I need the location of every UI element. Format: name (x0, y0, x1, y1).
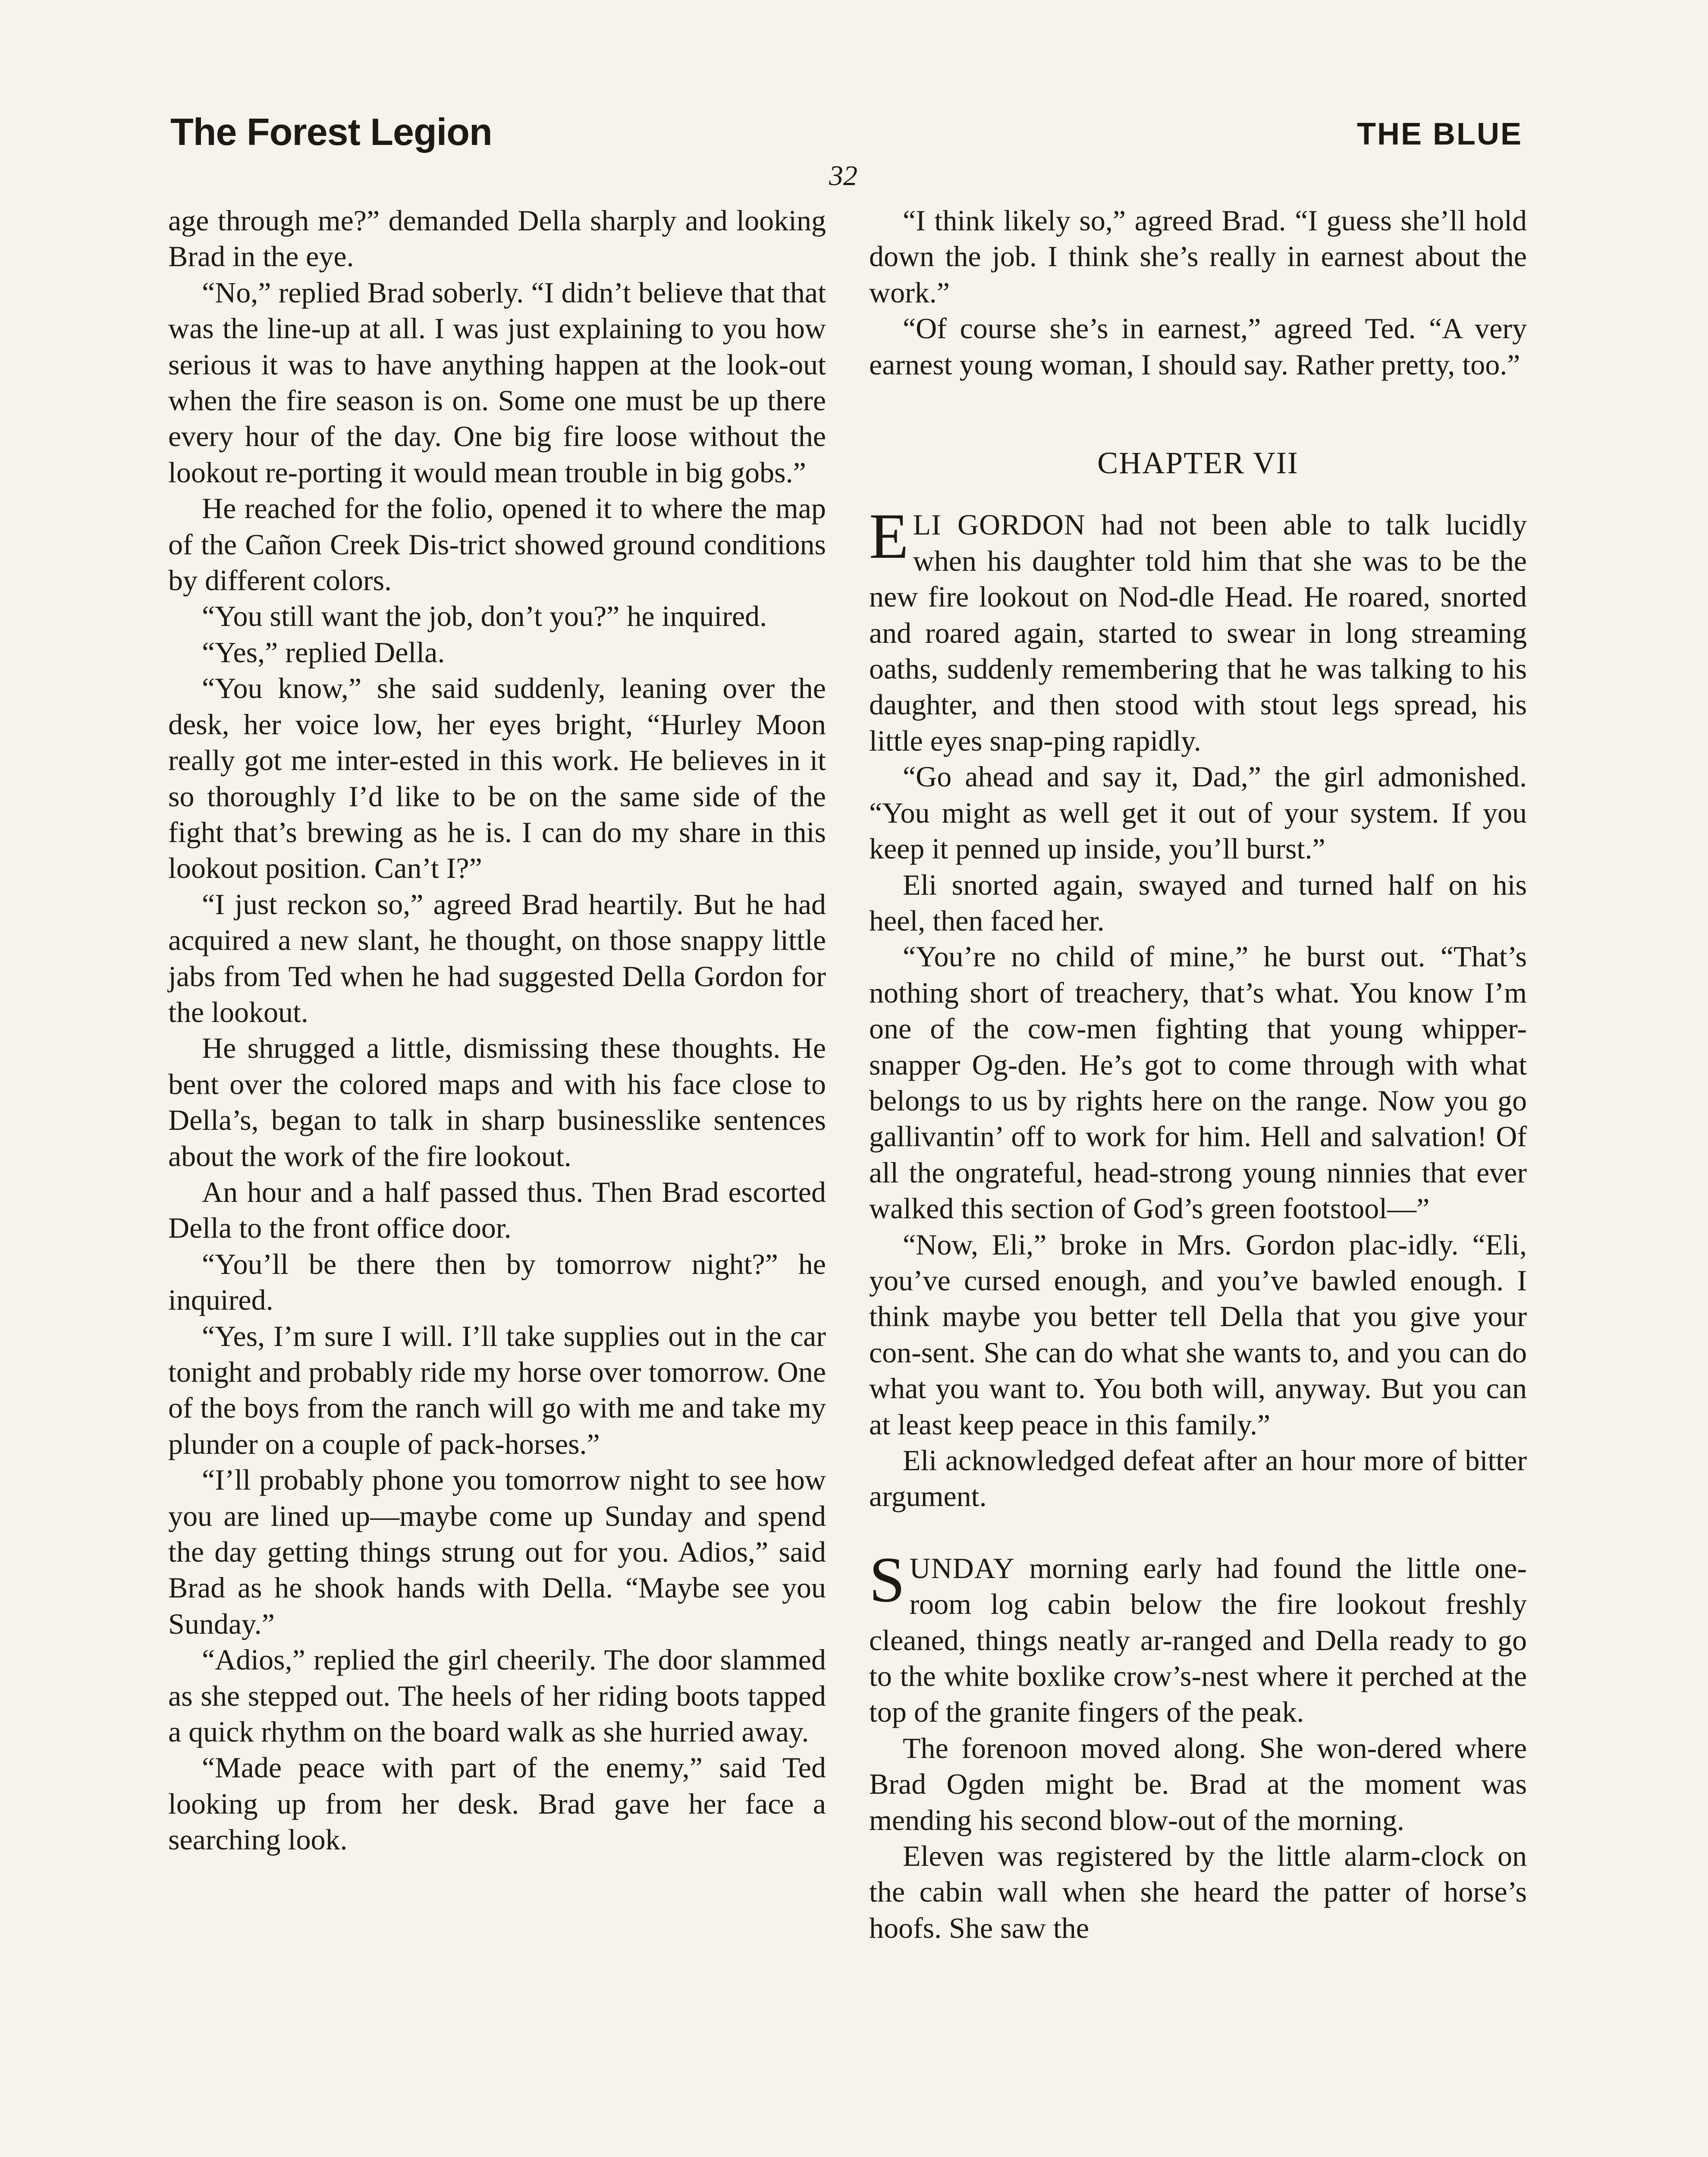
paragraph: “I think likely so,” agreed Brad. “I guess she’ll hold down the job. I think she’s really in earnest about the work.” (869, 204, 1527, 309)
opening-text: morning early had found the little one-room log cabin below the fire lookout freshly cleaned, things neatly ar-ranged and Della ready to go to the white boxlike crow’s-nest where it perched at the top of the granite fingers of the peak. (869, 1551, 1527, 1729)
paragraph: Eli acknowledged defeat after an hour more of bitter argument. (869, 1444, 1527, 1513)
opening-text: had not been able to talk lucidly when his daughter told him that she was to be the new fire lookout on Nod-dle Head. He roared, snorted and roared again, started to swear in long streaming oaths, suddenly remembering that he was talking to his daughter, and then stood with stout legs spread, his little eyes snap-ping rapidly. (869, 508, 1527, 757)
paragraph: “No,” replied Brad soberly. “I didn’t believe that that was the line-up at all. I was just explaining to you how serious it was to have anything happen at the look-out when the fire season is on. Some one must be up there every hour of the day. One big fire loose without the lookout re-porting it would mean trouble in big gobs.” (168, 276, 826, 489)
paragraph: “You’re no child of mine,” he burst out. “That’s nothing short of treachery, that’s what. You know I’m one of the cow-men fighting that young whipper-snapper Og-den. He’s got to come through with what belongs to us by rights here on the range. Now you go gallivantin’ off to work for him. Hell and salvation! Of all the ongrateful, head-strong young ninnies that ever walked this section of God’s green footstool—” (869, 940, 1527, 1225)
paragraph: Eli snorted again, swayed and turned half on his heel, then faced her. (869, 868, 1527, 937)
drop-cap: S (869, 1544, 905, 1616)
paragraph: An hour and a half passed thus. Then Brad escorted Della to the front office door. (168, 1175, 826, 1245)
paragraph: age through me?” demanded Della sharply and looking Brad in the eye. (168, 204, 826, 273)
right-column (869, 203, 1527, 1946)
page-number: 32 (829, 160, 857, 192)
story-title: The Forest Legion (170, 110, 492, 153)
magazine-name: THE BLUE (1357, 117, 1523, 151)
paragraph: “You still want the job, don’t you?” he inquired. (202, 600, 767, 633)
paragraph: “Now, Eli,” broke in Mrs. Gordon plac-idly. “Eli, you’ve cursed enough, and you’ve bawled enough. I think maybe you better tell Della that you give your con-sent. She can do what she wants to, and you can do what you want to. You both will, anyway. But you can at least keep peace in this family.” (869, 1228, 1527, 1441)
paragraph: He reached for the folio, opened it to where the map of the Cañon Creek Dis-trict showed ground conditions by different colors. (168, 492, 826, 597)
paragraph: Eleven was registered by the little alarm-clock on the cabin wall when she heard the patter of horse’s hoofs. She saw the (869, 1839, 1527, 1944)
paragraph: “Yes,” replied Della. (202, 635, 445, 669)
opening-words: LI GORDON (913, 508, 1086, 541)
section-break (869, 1515, 1527, 1550)
paragraph: “You’ll be there then by tomorrow night?” he inquired. (168, 1247, 826, 1317)
paragraph: “Yes, I’m sure I will. I’ll take supplies out in the car tonight and probably ride my horse over tomorrow. One of the boys from the ranch will go with me and take my plunder on a couple of pack-horses.” (168, 1319, 826, 1460)
left-column (168, 203, 826, 1858)
chapter-opening-paragraph (869, 500, 1527, 759)
section-opening-paragraph (869, 1544, 1527, 1730)
paragraph: He shrugged a little, dismissing these thoughts. He bent over the colored maps and with his face close to Della’s, began to talk in sharp businesslike sentences about the work of the fire lookout. (168, 1031, 826, 1173)
opening-words: UNDAY (909, 1551, 1015, 1585)
paragraph: “Of course she’s in earnest,” agreed Ted. “A very earnest young woman, I should say. Rather pretty, too.” (869, 312, 1527, 381)
paragraph: “I’ll probably phone you tomorrow night to see how you are lined up—maybe come up Sunday and spend the day getting things strung out for you. Adios,” said Brad as he shook hands with Della. “Maybe see you Sunday.” (168, 1463, 826, 1640)
paragraph: “You know,” she said suddenly, leaning over the desk, her voice low, her eyes bright, “Hurley Moon really got me inter-ested in this work. He believes in it so thoroughly I’d like to be on the same side of the fight that’s brewing as he is. I can do my share in this lookout position. Can’t I?” (168, 672, 826, 885)
paragraph: “Made peace with part of the enemy,” said Ted looking up from her desk. Brad gave her face a searching look. (168, 1751, 826, 1856)
drop-cap: E (869, 500, 909, 572)
paragraph: “Go ahead and say it, Dad,” the girl admonished. “You might as well get it out of your system. If you keep it penned up inside, you’ll burst.” (869, 760, 1527, 865)
paragraph: “I just reckon so,” agreed Brad heartily. But he had acquired a new slant, he thought, on those snappy little jabs from Ted when he had suggested Della Gordon for the lookout. (168, 887, 826, 1028)
chapter-heading: CHAPTER VII (1097, 446, 1299, 481)
paragraph: The forenoon moved along. She won-dered where Brad Ogden might be. Brad at the moment was mending his second blow-out of the morning. (869, 1731, 1527, 1836)
paragraph: “Adios,” replied the girl cheerily. The door slammed as she stepped out. The heels of her riding boots tapped a quick rhythm on the board walk as she hurried away. (168, 1643, 826, 1748)
